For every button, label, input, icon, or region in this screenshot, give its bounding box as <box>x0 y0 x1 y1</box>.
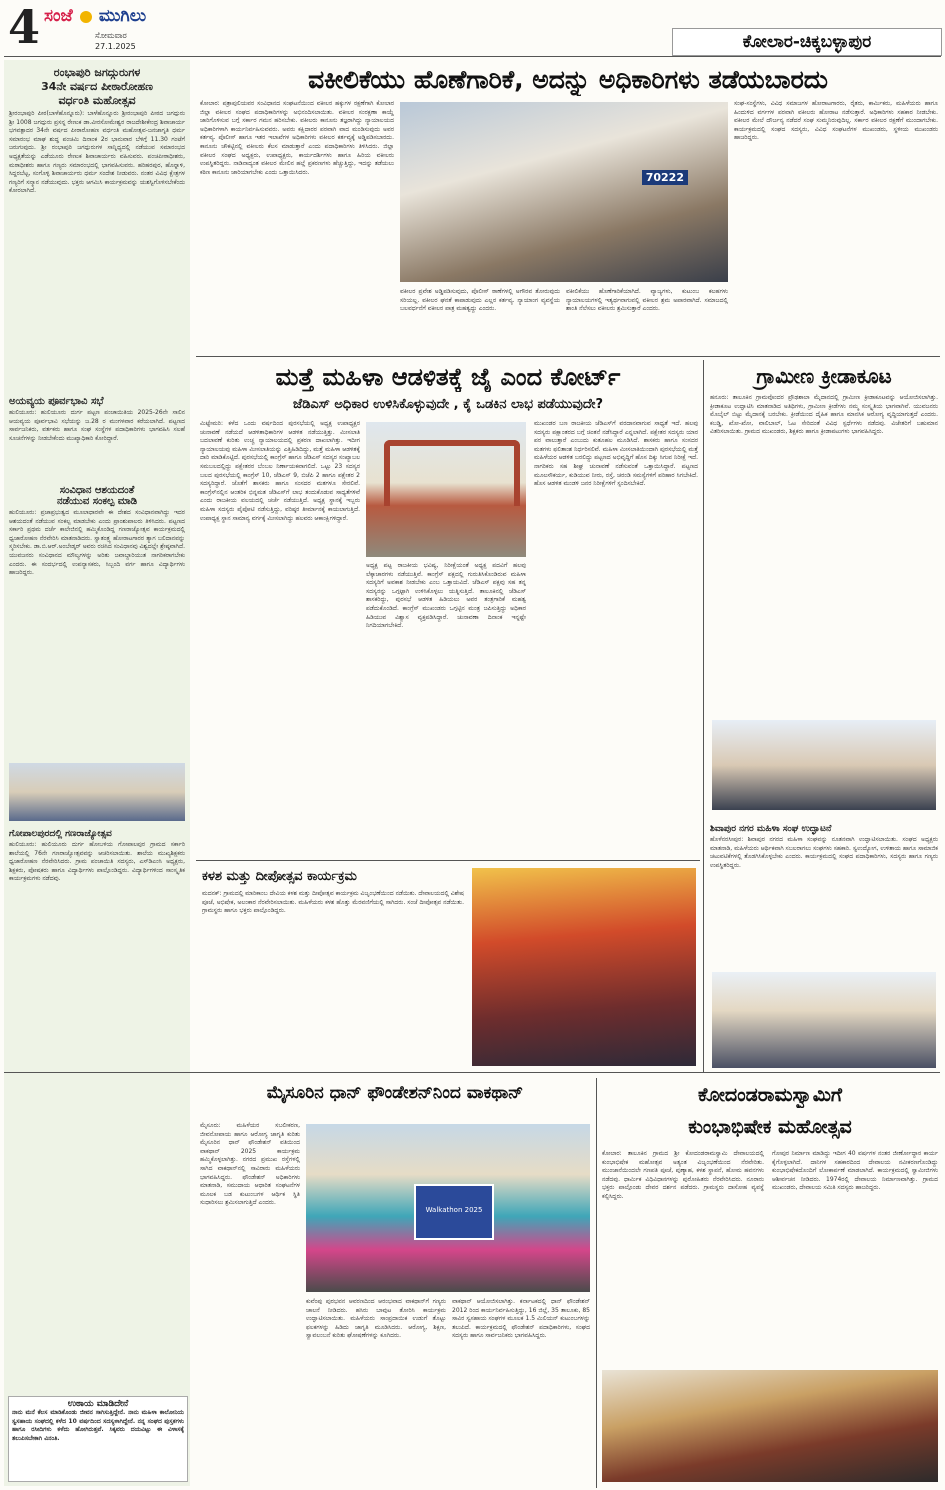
walkathon-banner-text: Walkathon 2025 <box>425 1206 483 1214</box>
temple-headline-2: ಕುಂಭಾಭಿಷೇಕ ಮಹೋತ್ಸವ <box>688 1116 852 1138</box>
masthead-rule <box>4 56 941 57</box>
women-body: ಹೊಳೆನರಸೀಪುರ: ಶಿವಾಪುರ ನಗರದ ಮಹಿಳಾ ಸಂಘವನ್ನು ನೂತನವಾಗಿ ಉದ್ಘಾಟಿಸಲಾಯಿತು. ಸಂಘದ ಅಧ್ಯಕ್ಷರು ಮಾತನಾಡಿ, ಮಹಿಳೆಯರು ಆರ್ಥಿಕವಾಗಿ ಸಬಲರಾಗಲು ಸಂಘಗಳು ಸಹಕಾರಿ. ಸ್ವಉದ್ಯೋಗ, ಉಳಿತಾಯ ಹಾಗೂ ಸಾಮಾಜಿಕ ಚಟುವಟಿಕೆಗಳಲ್ಲಿ ತೊಡಗಿಸಿಕೊಳ್ಳಬೇಕು ಎಂದರು. ಕಾರ್ಯಕ್ರಮದಲ್ಲಿ ಸಂಘದ ಪದಾಧಿಕಾರಿಗಳು, ಸದಸ್ಯರು ಹಾಗೂ ಗಣ್ಯರು ಉಪಸ್ಥಿತರಿದ್ದರು. <box>710 836 938 869</box>
office-arch-icon <box>384 440 520 506</box>
rambhapuri-body: ಶ್ರೀರಂಭಾಪುರಿ ಪೀಠ(ಬಾಳೆಹೊನ್ನೂರು): ಬಾಳೆಹೊನ್ನೂರು ಶ್ರೀರಂಭಾಪುರಿ ಪೀಠದ ಜಗದ್ಗುರು ಶ್ರೀ 1008 ಜಗದ್ಗುರು ಪ್ರಸನ್ನ ರೇಣುಕ ಡಾ.ವೀರಸೋಮೇಶ್ವರ ರಾಜದೇಶೀಕೇಂದ್ರ ಶಿವಾಚಾರ್ಯ ಭಗವತ್ಪಾದರ 34ನೇ ವರ್ಷದ ಪೀಠಾರೋಹಣ ವರ್ಧಂತಿ ಮಹೋತ್ಸವ-ಜನಜಾಗೃತಿ ಧರ್ಮ ಸಮಾರಂಭ ಮಾಘ ಶುದ್ಧ ಪಂಚಮಿ ದಿನಾಂಕ 2ರ ಭಾನುವಾರ ಬೆಳಿಗ್ಗೆ 11.30 ಗಂಟೆಗೆ ಜರುಗುವುದು. ಶ್ರೀ ರಂಭಾಪುರಿ ಜಗದ್ಗುರುಗಳ ಸಾನ್ನಿಧ್ಯದಲ್ಲಿ ನಡೆಯುವ ಸಮಾರಂಭದ ಅಧ್ಯಕ್ಷತೆಯನ್ನು ಎಡೆಯೂರು ರೇಣುಕ ಶಿವಾಚಾರ್ಯರು ವಹಿಸುವರು. ಪಂಚಪೀಠಾಧೀಶರು, ಮಠಾಧೀಶರು ಹಾಗೂ ಗಣ್ಯರು ಸಮಾರಂಭದಲ್ಲಿ ಭಾಗವಹಿಸುವರು. ಹರಿಹರಪುರ, ಹೊನ್ನಾಳಿ, ಸಿದ್ದರಬೆಟ್ಟ, ಸಂಗೊಳ್ಳಿ ಶಿವಾಚಾರ್ಯರು ಧರ್ಮ ಸಂದೇಶ ನೀಡುವರು. ನಂತರ ವಿವಿಧ ಕ್ಷೇತ್ರಗಳ ಗಣ್ಯರಿಗೆ ಸನ್ಮಾನ ನಡೆಯುವುದು. ಭಕ್ತರು ಆಗಮಿಸಿ ಕಾರ್ಯಕ್ರಮವನ್ನು ಯಶಸ್ವಿಗೊಳಿಸಬೇಕೆಂದು ಕೋರಲಾಗಿದೆ. <box>9 110 185 195</box>
budget-meeting-title: ಅಯವ್ಯಯ ಪೂರ್ವಭಾವಿ ಸಭೆ <box>9 396 104 407</box>
court-headline: ಮತ್ತೆ ಮಹಿಳಾ ಆಡಳಿತಕ್ಕೆ ಜೈ ಎಂದ ಕೋರ್ಟ್ <box>275 363 621 391</box>
temple-story <box>600 1078 940 1488</box>
kalasha-procession-photo <box>472 868 696 1066</box>
notice-ad <box>8 1396 188 1482</box>
page-number: 4 <box>8 0 41 54</box>
court-col-1: ಮಿಟ್ಟೇಮರಿ: ಕಳೆದ ಒಂದು ವರ್ಷದಿಂದ ಪುರಸಭೆಯಲ್ಲಿ ಅಧ್ಯಕ್ಷ ಉಪಾಧ್ಯಕ್ಷರ ಚುನಾವಣೆ ನಡೆಯದೆ ಆಡಳಿತಾಧಿಕಾರಿಗಳ ಆಡಳಿತ ನಡೆಯುತ್ತಿತ್ತು. ಮೀಸಲಾತಿ ಬದಲಾವಣೆ ಕುರಿತು ಉಚ್ಚ ನ್ಯಾಯಾಲಯದಲ್ಲಿ ಪ್ರಕರಣ ದಾಖಲಾಗಿತ್ತು. ಇದೀಗ ನ್ಯಾಯಾಲಯವು ಮಹಿಳಾ ಮೀಸಲಾತಿಯನ್ನು ಎತ್ತಿಹಿಡಿದಿದ್ದು, ಮತ್ತೆ ಮಹಿಳಾ ಆಡಳಿತಕ್ಕೆ ದಾರಿ ಮಾಡಿಕೊಟ್ಟಿದೆ. ಪುರಸಭೆಯಲ್ಲಿ ಕಾಂಗ್ರೆಸ್ ಹಾಗೂ ಜೆಡಿಎಸ್ ಸದಸ್ಯರ ಸಂಖ್ಯಾಬಲ ಸಮಬಲದಲ್ಲಿದ್ದು ಪಕ್ಷೇತರರ ಬೆಂಬಲ ನಿರ್ಣಾಯಕವಾಗಲಿದೆ. ಒಟ್ಟು 23 ಸದಸ್ಯರ ಬಲದ ಪುರಸಭೆಯಲ್ಲಿ ಕಾಂಗ್ರೆಸ್ 10, ಜೆಡಿಎಸ್ 9, ಬಿಜೆಪಿ 2 ಹಾಗೂ ಪಕ್ಷೇತರ 2 ಸದಸ್ಯರಿದ್ದಾರೆ. ಜೊತೆಗೆ ಶಾಸಕರು ಹಾಗೂ ಸಂಸದರ ಮತಗಳೂ ಸೇರಲಿವೆ. ಕಾಂಗ್ರೆಸ್‌ನಲ್ಲಿನ ಆಂತರಿಕ ಭಿನ್ನಮತ ಜೆಡಿಎಸ್‌ಗೆ ಲಾಭ ತಂದುಕೊಡುವ ಸಾಧ್ಯತೆಗಳಿವೆ ಎಂದು ರಾಜಕೀಯ ವಲಯದಲ್ಲಿ ಚರ್ಚೆ ನಡೆಯುತ್ತಿದೆ. ಅಧ್ಯಕ್ಷ ಸ್ಥಾನಕ್ಕೆ ಇಬ್ಬರು ಮಹಿಳಾ ಸದಸ್ಯರು ಪೈಪೋಟಿ ನಡೆಸುತ್ತಿದ್ದು, ವರಿಷ್ಠರ ತೀರ್ಮಾನಕ್ಕೆ ಕಾಯಲಾಗುತ್ತಿದೆ. ಉಪಾಧ್ಯಕ್ಷ ಸ್ಥಾನ ಸಾಮಾನ್ಯ ವರ್ಗಕ್ಕೆ ಮೀಸಲಾಗಿದ್ದು ಹಲವರು ಆಕಾಂಕ್ಷಿಗಳಿದ್ದಾರೆ. <box>200 420 360 522</box>
masthead-day: ಸೋಮವಾರ <box>95 31 127 40</box>
main-col-1: ಕೋಲಾರ: ಪತ್ರಾಪುಲಿಯವರ ಸಂವಿಧಾನದ ಸಂಘಟನೆಯಿಂದ ವಕೀಲರ ಹಕ್ಕುಗಳ ರಕ್ಷಣೆಗಾಗಿ ಕೋಲಾರ ಜಿಲ್ಲಾ ವಕೀಲರ ಸಂಘದ ಪದಾಧಿಕಾರಿಗಳನ್ನು ಅಭಿನಂದಿಸಲಾಯಿತು. ವಕೀಲರ ಸಂರಕ್ಷಣಾ ಕಾಯ್ದೆ ಜಾರಿಗೊಳಿಸುವ ಬಗ್ಗೆ ಸರ್ಕಾರ ಗಮನ ಹರಿಸಬೇಕು. ವಕೀಲರು ಕಾನೂನು ತಜ್ಞರಾಗಿದ್ದು ನ್ಯಾಯಾಲಯದ ಅಧಿಕಾರಿಗಳಾಗಿ ಕಾರ್ಯನಿರ್ವಹಿಸುವವರು. ಅವರು ಕಕ್ಷಿದಾರರ ಪರವಾಗಿ ವಾದ ಮಂಡಿಸುವುದು ಅವರ ಕರ್ತವ್ಯ. ಪೊಲೀಸ್ ಹಾಗೂ ಇತರ ಇಲಾಖೆಗಳ ಅಧಿಕಾರಿಗಳು ವಕೀಲರ ಕರ್ತವ್ಯಕ್ಕೆ ಅಡ್ಡಿಪಡಿಸಬಾರದು. ಕಾನೂನು ಚೌಕಟ್ಟಿನಲ್ಲಿ ವಕೀಲರು ಕೆಲಸ ಮಾಡುತ್ತಾರೆ ಎಂದು ಪದಾಧಿಕಾರಿಗಳು ತಿಳಿಸಿದರು. ಜಿಲ್ಲಾ ವಕೀಲರ ಸಂಘದ ಅಧ್ಯಕ್ಷರು, ಉಪಾಧ್ಯಕ್ಷರು, ಕಾರ್ಯದರ್ಶಿಗಳು ಹಾಗೂ ಹಿರಿಯ ವಕೀಲರು ಉಪಸ್ಥಿತರಿದ್ದರು. ನಾಡಿನಾದ್ಯಂತ ವಕೀಲರ ಮೇಲಿನ ಹಲ್ಲೆ ಪ್ರಕರಣಗಳು ಹೆಚ್ಚುತ್ತಿದ್ದು, ಇದನ್ನು ತಡೆಯಲು ಕಠಿಣ ಕಾನೂನು ಜಾರಿಯಾಗಬೇಕು ಎಂದು ಒತ್ತಾಯಿಸಿದರು. <box>200 100 394 176</box>
brand-left: ಸಂಜೆ <box>44 6 73 26</box>
school-group-photo <box>9 763 185 821</box>
gopalapura-title: ಗೋಪಾಲಪುರದಲ್ಲಿ ಗಣರಾಜ್ಯೋತ್ಸವ <box>9 829 112 839</box>
court-col-3: ಮುಖಂಡರ ಬಣ ರಾಜಕೀಯ ಜೆಡಿಎಸ್‌ಗೆ ವರದಾನವಾಗುವ ಸಾಧ್ಯತೆ ಇದೆ. ಹಲವು ಸದಸ್ಯರು ಪಕ್ಷಾಂತರದ ಬಗ್ಗೆ ಚಿಂತನೆ ನಡೆಸಿದ್ದಾರೆ ಎನ್ನಲಾಗಿದೆ. ಪಕ್ಷೇತರ ಸದಸ್ಯರು ಯಾರ ಪರ ವಾಲುತ್ತಾರೆ ಎಂಬುದು ಕುತೂಹಲ ಮೂಡಿಸಿದೆ. ಶಾಸಕರು ಹಾಗೂ ಸಂಸದರ ಮತಗಳು ಫಲಿತಾಂಶ ನಿರ್ಧರಿಸಲಿವೆ. ಮಹಿಳಾ ಮೀಸಲಾತಿಯಿಂದಾಗಿ ಪುರಸಭೆಯಲ್ಲಿ ಮತ್ತೆ ಮಹಿಳೆಯರ ಆಡಳಿತ ಬರಲಿದ್ದು ಪಟ್ಟಣದ ಅಭಿವೃದ್ಧಿಗೆ ಹೊಸ ದಿಕ್ಕು ಸಿಗುವ ನಿರೀಕ್ಷೆ ಇದೆ. ನಾಗರಿಕರು ಸಹ ಶೀಘ್ರ ಚುನಾವಣೆ ನಡೆಸುವಂತೆ ಒತ್ತಾಯಿಸಿದ್ದಾರೆ. ಪಟ್ಟಣದ ಮೂಲಸೌಕರ್ಯ, ಕುಡಿಯುವ ನೀರು, ರಸ್ತೆ, ಚರಂಡಿ ಸಮಸ್ಯೆಗಳಿಗೆ ಪರಿಹಾರ ಸಿಗಬೇಕಿದೆ. ಹೊಸ ಆಡಳಿತ ಮಂಡಳಿ ಜನರ ನಿರೀಕ್ಷೆಗಳಿಗೆ ಸ್ಪಂದಿಸಬೇಕಿದೆ. <box>534 420 698 488</box>
left-column <box>4 60 190 1486</box>
section-banner <box>672 28 942 56</box>
rambhapuri-title: ರಂಭಾಪುರಿ ಜಗದ್ಗುರುಗಳ 34ನೇ ವರ್ಷದ ಪೀಠಾರೋಹಣ ವರ್ಧಂತಿ ಮಹೋತ್ಸವ <box>41 66 153 107</box>
kalasha-body: ಮದನಕ್: ಗ್ರಾಮದಲ್ಲಿ ಮಾರಿಕಾಂಬ ದೇವಿಯ ಕಳಶ ಮತ್ತು ದೀಪೋತ್ಸವ ಕಾರ್ಯಕ್ರಮ ವಿಜೃಂಭಣೆಯಿಂದ ನಡೆಯಿತು. ದೇವಾಲಯದಲ್ಲಿ ವಿಶೇಷ ಪೂಜೆ, ಅಭಿಷೇಕ, ಅಲಂಕಾರ ನೆರವೇರಿಸಲಾಯಿತು. ಮಹಿಳೆಯರು ಕಳಶ ಹೊತ್ತು ಮೆರವಣಿಗೆಯಲ್ಲಿ ಸಾಗಿದರು. ಸಂಜೆ ದೀಪೋತ್ಸವ ನಡೆಯಿತು. ಗ್ರಾಮಸ್ಥರು ಹಾಗೂ ಭಕ್ತರು ಪಾಲ್ಗೊಂಡಿದ್ದರು. <box>202 890 464 915</box>
main-col-3: ವಕೀಲಿಕೆಯು ಹೊಣೆಗಾರಿಕೆಯಾಗಿದೆ. ವ್ಯಾಜ್ಯಗಳು, ಕುಟುಂಬ ಕಲಹಗಳು ನ್ಯಾಯಾಲಯಗಳಲ್ಲಿ ಇತ್ಯರ್ಥವಾಗುವಲ್ಲಿ ವಕೀಲರ ಶ್ರಮ ಅಪಾರವಾಗಿದೆ. ಸಮಾಜದಲ್ಲಿ ಶಾಂತಿ ನೆಲೆಸಲು ವಕೀಲರು ಶ್ರಮಿಸುತ್ತಾರೆ ಎಂದರು. <box>566 288 728 313</box>
temple-ceremony-photo <box>602 1370 938 1482</box>
brand-right: ಮುಗಿಲು <box>98 6 147 26</box>
lawyers-photo <box>400 102 728 282</box>
municipal-office-photo <box>366 422 526 557</box>
walkathon-photo <box>306 1124 590 1292</box>
women-story <box>708 822 940 1072</box>
walkathon-rule <box>596 1078 597 1488</box>
masthead <box>0 0 945 58</box>
sports-body: ಹನೂರು: ತಾಲೂಕಿನ ಗ್ರಾಮವೊಂದರ ಪ್ರೌಢಶಾಲಾ ಮೈದಾನದಲ್ಲಿ ಗ್ರಾಮೀಣ ಕ್ರೀಡಾಕೂಟವನ್ನು ಆಯೋಜಿಸಲಾಗಿತ್ತು. ಕ್ರೀಡಾಕೂಟ ಉದ್ಘಾಟಿಸಿ ಮಾತನಾಡಿದ ಅತಿಥಿಗಳು, ಗ್ರಾಮೀಣ ಕ್ರೀಡೆಗಳು ನಮ್ಮ ಸಂಸ್ಕೃತಿಯ ಭಾಗವಾಗಿವೆ. ಯುವಜನರು ಮೊಬೈಲ್ ಬಿಟ್ಟು ಮೈದಾನಕ್ಕೆ ಬರಬೇಕು. ಕ್ರೀಡೆಯಿಂದ ದೈಹಿಕ ಹಾಗೂ ಮಾನಸಿಕ ಆರೋಗ್ಯ ವೃದ್ಧಿಯಾಗುತ್ತದೆ ಎಂದರು. ಕಬಡ್ಡಿ, ಖೋ-ಖೋ, ವಾಲಿಬಾಲ್, ಓಟ ಸೇರಿದಂತೆ ವಿವಿಧ ಸ್ಪರ್ಧೆಗಳು ನಡೆದವು. ವಿಜೇತರಿಗೆ ಬಹುಮಾನ ವಿತರಿಸಲಾಯಿತು. ಗ್ರಾಮದ ಮುಖಂಡರು, ಶಿಕ್ಷಕರು ಹಾಗೂ ಕ್ರೀಡಾಪಟುಗಳು ಭಾಗವಹಿಸಿದ್ದರು. <box>710 394 938 436</box>
section-title: ಕೋಲಾರ-ಚಿಕ್ಕಬಳ್ಳಾಪುರ <box>742 32 872 52</box>
constitution-body: ಹುಲಿಯೂರು: ಪ್ರಜಾಪ್ರಭುತ್ವದ ಮೂಲಾಧಾರವೇ ಈ ದೇಶದ ಸಂವಿಧಾನವಾಗಿದ್ದು ಇದರ ಆಶಯದಂತೆ ನಡೆಯುವ ಸಂಕಲ್ಪ ಮಾಡಬೇಕು ಎಂದು ಪ್ರಾಂಶುಪಾಲರು ತಿಳಿಸಿದರು. ಪಟ್ಟಣದ ಸರ್ಕಾರಿ ಪ್ರಥಮ ದರ್ಜೆ ಕಾಲೇಜಿನಲ್ಲಿ ಹಮ್ಮಿಕೊಂಡಿದ್ದ ಗಣರಾಜ್ಯೋತ್ಸವ ಕಾರ್ಯಕ್ರಮದಲ್ಲಿ ಧ್ವಜಾರೋಹಣ ನೆರವೇರಿಸಿ ಮಾತನಾಡಿದರು. ಸ್ವಾತಂತ್ರ್ಯ ಹೋರಾಟಗಾರರ ತ್ಯಾಗ ಬಲಿದಾನವನ್ನು ಸ್ಮರಿಸಬೇಕು. ಡಾ.ಬಿ.ಆರ್.ಅಂಬೇಡ್ಕರ್ ಅವರು ರಚಿಸಿದ ಸಂವಿಧಾನವು ವಿಶ್ವದಲ್ಲೇ ಶ್ರೇಷ್ಠವಾಗಿದೆ. ಯುವಜನರು ಸಂವಿಧಾನದ ಮೌಲ್ಯಗಳನ್ನು ಅರಿತು ಜವಾಬ್ದಾರಿಯುತ ನಾಗರಿಕರಾಗಬೇಕು ಎಂದರು. ಈ ಸಂದರ್ಭದಲ್ಲಿ ಉಪನ್ಯಾಸಕರು, ಸಿಬ್ಬಂದಿ ವರ್ಗ ಹಾಗೂ ವಿದ್ಯಾರ್ಥಿಗಳು ಹಾಜರಿದ್ದರು. <box>9 509 185 577</box>
walkathon-col-1: ಮೈಸೂರು: ಮಹಿಳೆಯರ ಸಬಲೀಕರಣ, ಜೀವನೋಪಾಯ ಹಾಗೂ ಆರೋಗ್ಯ ಜಾಗೃತಿ ಕುರಿತು ಮೈಸೂರಿನ ಧಾನ್ ಫೌಂಡೇಶನ್ ವತಿಯಿಂದ ವಾಕಥಾನ್ 2025 ಕಾರ್ಯಕ್ರಮ ಹಮ್ಮಿಕೊಳ್ಳಲಾಗಿತ್ತು. ನಗರದ ಪ್ರಮುಖ ರಸ್ತೆಗಳಲ್ಲಿ ಸಾಗಿದ ವಾಕಥಾನ್‌ನಲ್ಲಿ ಸಾವಿರಾರು ಮಹಿಳೆಯರು ಭಾಗವಹಿಸಿದ್ದರು. ಫೌಂಡೇಶನ್ ಅಧಿಕಾರಿಗಳು ಮಾತನಾಡಿ, ಸಮುದಾಯ ಆಧಾರಿತ ಸಂಘಟನೆಗಳ ಮೂಲಕ ಬಡ ಕುಟುಂಬಗಳ ಆರ್ಥಿಕ ಸ್ಥಿತಿ ಸುಧಾರಿಸಲು ಶ್ರಮಿಸಲಾಗುತ್ತಿದೆ ಎಂದರು. <box>200 1122 300 1207</box>
sports-story <box>708 360 940 820</box>
main-col-2: ವಕೀಲರ ಪ್ರವೇಶ ಅಡ್ಡಿಪಡಿಸುವುದು, ಪೊಲೀಸ್ ಠಾಣೆಗಳಲ್ಲಿ ಅಗೌರವ ತೋರುವುದು ಸರಿಯಲ್ಲ. ವಕೀಲರ ಘನತೆ ಕಾಪಾಡುವುದು ಎಲ್ಲರ ಕರ್ತವ್ಯ. ನ್ಯಾಯಾಂಗ ವ್ಯವಸ್ಥೆಯ ಬಲವರ್ಧನೆಗೆ ವಕೀಲರ ಪಾತ್ರ ಮಹತ್ವದ್ದು ಎಂದರು. <box>400 288 560 313</box>
main-story <box>196 60 940 356</box>
main-headline: ವಕೀಲಿಕೆಯು ಹೊಣೆಗಾರಿಕೆ, ಅದನ್ನು ಅಧಿಕಾರಿಗಳು ತಡೆಯಬಾರದು <box>308 65 828 94</box>
notice-ad-title: ಉಠಾಯ ಮಾಡಿದೇನೆ <box>67 1399 129 1409</box>
women-headline: ಶಿವಾಪುರ ನಗರ ಮಹಿಳಾ ಸಂಘ ಉದ್ಘಾಟನೆ <box>710 824 832 834</box>
sports-headline: ಗ್ರಾಮೀಣ ಕ್ರೀಡಾಕೂಟ <box>756 364 892 388</box>
temple-col-2: ಗೋಪುರ ನಿರ್ಮಾಣ ಮಾಡಿದ್ದು ಇದೀಗ 40 ವರ್ಷಗಳ ನಂತರ ಜೀರ್ಣೋದ್ಧಾರ ಕಾರ್ಯ ಕೈಗೊಳ್ಳಲಾಗಿದೆ. ದಾನಿಗಳ ಸಹಕಾರದಿಂದ ದೇವಾಲಯ ನವೀಕರಣಗೊಂಡಿದ್ದು ಕುಂಭಾಭಿಷೇಕದೊಂದಿಗೆ ಲೋಕಾರ್ಪಣೆ ಮಾಡಲಾಗಿದೆ. ಕಾರ್ಯಕ್ರಮದಲ್ಲಿ ಸ್ವಾಮೀಜಿಗಳು ಆಶೀರ್ವಚನ ನೀಡಿದರು. 1974ರಲ್ಲಿ ದೇವಾಲಯ ನಿರ್ಮಾಣವಾಗಿತ್ತು. ಗ್ರಾಮದ ಮುಖಂಡರು, ದೇವಾಲಯ ಸಮಿತಿ ಸದಸ್ಯರು ಹಾಜರಿದ್ದರು. <box>772 1150 938 1192</box>
budget-meeting-body: ಹುಲಿಯೂರು: ಹುಲಿಯೂರು ದುರ್ಗ ಪಟ್ಟಣ ಪಂಚಾಯಿತಿಯ 2025-26ನೇ ಸಾಲಿನ ಆಯವ್ಯಯ ಪೂರ್ವಭಾವಿ ಸಭೆಯನ್ನು ಜ.28 ರ ಮಂಗಳವಾರ ಕರೆಯಲಾಗಿದೆ. ಪಟ್ಟಣದ ಸಾರ್ವಜನಿಕರು, ವರ್ತಕರು ಹಾಗೂ ಸಂಘ ಸಂಸ್ಥೆಗಳ ಪದಾಧಿಕಾರಿಗಳು ಭಾಗವಹಿಸಿ ಸಲಹೆ ಸೂಚನೆಗಳನ್ನು ನೀಡಬೇಕೆಂದು ಮುಖ್ಯಾಧಿಕಾರಿ ಕೋರಿದ್ದಾರೆ. <box>9 409 185 442</box>
masthead-date: 27.1.2025 <box>95 42 136 51</box>
constitution-title: ಸಂವಿಧಾನ ಆಶಯದಂತೆ ನಡೆಯುವ ಸಂಕಲ್ಪ ಮಾಡಿ <box>56 485 138 507</box>
court-subhead: ಜೆಡಿಎಸ್ ಅಧಿಕಾರ ಉಳಿಸಿಕೊಳ್ಳುವುದೇ , ಕೈ ಒಡಕಿನ ಲಾಭ ಪಡೆಯುವುದೇ? <box>292 397 604 412</box>
main-story-rule <box>196 356 940 357</box>
kalasha-rule <box>4 1072 940 1073</box>
main-col-4: ಸಂಘ-ಸಂಸ್ಥೆಗಳು, ವಿವಿಧ ಸಮಾಜಗಳ ಹೋರಾಟಗಾರರು, ರೈತರು, ಕಾರ್ಮಿಕರು, ಮಹಿಳೆಯರು ಹಾಗೂ ಹಿಂದುಳಿದ ವರ್ಗಗಳ ಪರವಾಗಿ ವಕೀಲರು ಹೋರಾಟ ನಡೆಸುತ್ತಾರೆ. ಅಧಿಕಾರಿಗಳು ಸಹಕಾರ ನೀಡಬೇಕು. ವಕೀಲರ ಮೇಲೆ ದೌರ್ಜನ್ಯ ನಡೆದರೆ ಸಂಘ ಸುಮ್ಮನಿರುವುದಿಲ್ಲ. ಸರ್ಕಾರ ವಕೀಲರ ರಕ್ಷಣೆಗೆ ಮುಂದಾಗಬೇಕು. ಕಾರ್ಯಕ್ರಮದಲ್ಲಿ ಸಂಘದ ಸದಸ್ಯರು, ವಿವಿಧ ಸಂಘಟನೆಗಳ ಮುಖಂಡರು, ಸ್ಥಳೀಯ ಮುಖಂಡರು ಹಾಜರಿದ್ದರು. <box>734 100 938 142</box>
brand-sun-icon <box>80 11 92 23</box>
walkathon-col-3: ವಾಕಥಾನ್ ಆಯೋಜಿಸಲಾಗಿತ್ತು. ಕರ್ನಾಟಕದಲ್ಲಿ ಧಾನ್ ಫೌಂಡೇಶನ್ 2012 ರಿಂದ ಕಾರ್ಯನಿರ್ವಹಿಸುತ್ತಿದ್ದು, 16 ಜಿಲ್ಲೆ, 35 ತಾಲೂಕು, 85 ಸಾವಿರ ಸ್ವಸಹಾಯ ಸಂಘಗಳ ಮೂಲಕ 1.5 ಮಿಲಿಯನ್ ಕುಟುಂಬಗಳನ್ನು ತಲುಪಿದೆ. ಕಾರ್ಯಕ್ರಮದಲ್ಲಿ ಫೌಂಡೇಶನ್ ಪದಾಧಿಕಾರಿಗಳು, ಸಂಘದ ಸದಸ್ಯರು ಹಾಗೂ ಸಾರ್ವಜನಿಕರು ಭಾಗವಹಿಸಿದ್ದರು. <box>452 1298 590 1340</box>
kalasha-headline: ಕಳಶ ಮತ್ತು ದೀಪೋತ್ಸವ ಕಾರ್ಯಕ್ರಮ <box>202 869 357 884</box>
walkathon-col-2: ಕುವೆಂಪು ಪುರಭವನ ಆವರಣದಿಂದ ಆರಂಭವಾದ ವಾಕಥಾನ್‌ಗೆ ಗಣ್ಯರು ಚಾಲನೆ ನೀಡಿದರು. ಹಸಿರು ಬಾವುಟ ತೋರಿಸಿ ಕಾರ್ಯಕ್ರಮ ಉದ್ಘಾಟಿಸಲಾಯಿತು. ಮಹಿಳೆಯರು ಸಾಂಪ್ರದಾಯಿಕ ಉಡುಗೆ ತೊಟ್ಟು ಫಲಕಗಳನ್ನು ಹಿಡಿದು ಜಾಗೃತಿ ಮೂಡಿಸಿದರು. ಆರೋಗ್ಯ, ಶಿಕ್ಷಣ, ಸ್ವಾವಲಂಬನೆ ಕುರಿತು ಘೋಷಣೆಗಳನ್ನು ಕೂಗಿದರು. <box>306 1298 446 1340</box>
temple-headline-1: ಕೋದಂಡರಾಮಸ್ವಾಮಿಗೆ <box>698 1084 842 1106</box>
temple-col-1: ಕೋಲಾರ: ತಾಲೂಕಿನ ಗ್ರಾಮದ ಶ್ರೀ ಕೋದಂಡರಾಮಸ್ವಾಮಿ ದೇವಾಲಯದಲ್ಲಿ ಕುಂಭಾಭಿಷೇಕ ಮಹೋತ್ಸವ ಅತ್ಯಂತ ವಿಜೃಂಭಣೆಯಿಂದ ನೆರವೇರಿತು. ಮುಂಜಾನೆಯಿಂದಲೇ ಗಣಪತಿ ಪೂಜೆ, ಪುಣ್ಯಾಹ, ಕಳಶ ಸ್ಥಾಪನೆ, ಹೋಮ ಹವನಗಳು ನಡೆದವು. ಧಾರ್ಮಿಕ ವಿಧಿವಿಧಾನಗಳನ್ನು ಪುರೋಹಿತರು ನೆರವೇರಿಸಿದರು. ನೂರಾರು ಭಕ್ತರು ಪಾಲ್ಗೊಂಡು ದೇವರ ದರ್ಶನ ಪಡೆದರು. ಗ್ರಾಮಸ್ಥರು ದಾಸೋಹ ವ್ಯವಸ್ಥೆ ಕಲ್ಪಿಸಿದ್ದರು. <box>602 1150 764 1200</box>
sports-stage-photo <box>712 720 936 810</box>
brand-logo <box>44 6 184 32</box>
court-story-rule <box>196 860 700 861</box>
walkathon-story <box>196 1078 594 1488</box>
court-col-2: ಅಧ್ಯಕ್ಷ ಪಟ್ಟ ರಾಜಕೀಯ ಭವಿಷ್ಯ, ನಿರೀಕ್ಷೆಯಂತೆ ಅಧ್ಯಕ್ಷ ಪದವಿಗೆ ಹಲವು ಲೆಕ್ಕಾಚಾರಗಳು ನಡೆಯುತ್ತಿವೆ. ಕಾಂಗ್ರೆಸ್ ಪಕ್ಷದಲ್ಲಿ ಗುರುತಿಸಿಕೊಂಡಿರುವ ಮಹಿಳಾ ಸದಸ್ಯರಿಗೆ ಅವಕಾಶ ನೀಡಬೇಕು ಎಂಬ ಒತ್ತಾಯವಿದೆ. ಜೆಡಿಎಸ್ ಪಕ್ಷವು ಸಹ ತನ್ನ ಸದಸ್ಯರನ್ನು ಒಗ್ಗಟ್ಟಾಗಿ ಉಳಿಸಿಕೊಳ್ಳಲು ಯತ್ನಿಸುತ್ತಿದೆ. ತಾಲೂಕಿನಲ್ಲಿ ಜೆಡಿಎಸ್ ಶಾಸಕರಿದ್ದು, ಪುರಸಭೆ ಆಡಳಿತ ಹಿಡಿಯಲು ಅವರ ತಂತ್ರಗಾರಿಕೆ ಮಹತ್ವ ಪಡೆದುಕೊಂಡಿದೆ. ಕಾಂಗ್ರೆಸ್ ಮುಖಂಡರು ಒಗ್ಗಟ್ಟಿನ ಮಂತ್ರ ಜಪಿಸುತ್ತಿದ್ದು ಅಧಿಕಾರ ಹಿಡಿಯುವ ವಿಶ್ವಾಸ ವ್ಯಕ್ತಪಡಿಸಿದ್ದಾರೆ. ಚುನಾವಣಾ ದಿನಾಂಕ ಇನ್ನಷ್ಟೇ ನಿಗದಿಯಾಗಬೇಕಿದೆ. <box>366 562 526 630</box>
kalasha-story <box>196 862 700 1072</box>
office-sign: 70222 <box>642 170 688 185</box>
vertical-rule <box>703 360 704 1072</box>
court-story <box>196 360 700 860</box>
gopalapura-body: ಹುಲಿಯೂರು: ಹುಲಿಯೂರು ದುರ್ಗ ಹೋಬಳಿಯ ಗೋಪಾಲಪುರ ಗ್ರಾಮದ ಸರ್ಕಾರಿ ಶಾಲೆಯಲ್ಲಿ 76ನೇ ಗಣರಾಜ್ಯೋತ್ಸವವನ್ನು ಆಚರಿಸಲಾಯಿತು. ಶಾಲೆಯ ಮುಖ್ಯಶಿಕ್ಷಕರು ಧ್ವಜಾರೋಹಣ ನೆರವೇರಿಸಿದರು. ಗ್ರಾಮ ಪಂಚಾಯಿತಿ ಸದಸ್ಯರು, ಎಸ್‌ಡಿಎಂಸಿ ಅಧ್ಯಕ್ಷರು, ಶಿಕ್ಷಕರು, ಪೋಷಕರು ಹಾಗೂ ವಿದ್ಯಾರ್ಥಿಗಳು ಪಾಲ್ಗೊಂಡಿದ್ದರು. ವಿದ್ಯಾರ್ಥಿಗಳಿಂದ ಸಾಂಸ್ಕೃತಿಕ ಕಾರ್ಯಕ್ರಮಗಳು ನಡೆದವು. <box>9 841 185 883</box>
women-meeting-photo <box>712 972 936 1068</box>
walkathon-banner <box>414 1184 494 1240</box>
notice-ad-body: ನಾನು ಮನೆ ಕೆಲಸ ಮಾಡಿಕೊಂಡು ಜೀವನ ಸಾಗಿಸುತ್ತಿದ್ದೇನೆ. ನಾನು ಮಹಿಳಾ ಕಾಲೋನಿಯ ಸ್ವಸಹಾಯ ಸಂಘದಲ್ಲಿ ಕಳೆದ 10 ವರ್ಷದಿಂದ ಸದಸ್ಯಳಾಗಿದ್ದೇನೆ. ನನ್ನ ಸಂಘದ ಪುಸ್ತಕಗಳು ಹಾಗೂ ರಸೀದಿಗಳು ಕಳೆದು ಹೋಗಿರುತ್ತವೆ. ಸಿಕ್ಕವರು ದಯವಿಟ್ಟು ಈ ವಿಳಾಸಕ್ಕೆ ತಲುಪಿಸಬೇಕಾಗಿ ವಿನಂತಿ. <box>12 1409 184 1442</box>
walkathon-headline: ಮೈಸೂರಿನ ಧಾನ್ ಫೌಂಡೇಶನ್‌ನಿಂದ ವಾಕಥಾನ್ <box>266 1083 524 1103</box>
